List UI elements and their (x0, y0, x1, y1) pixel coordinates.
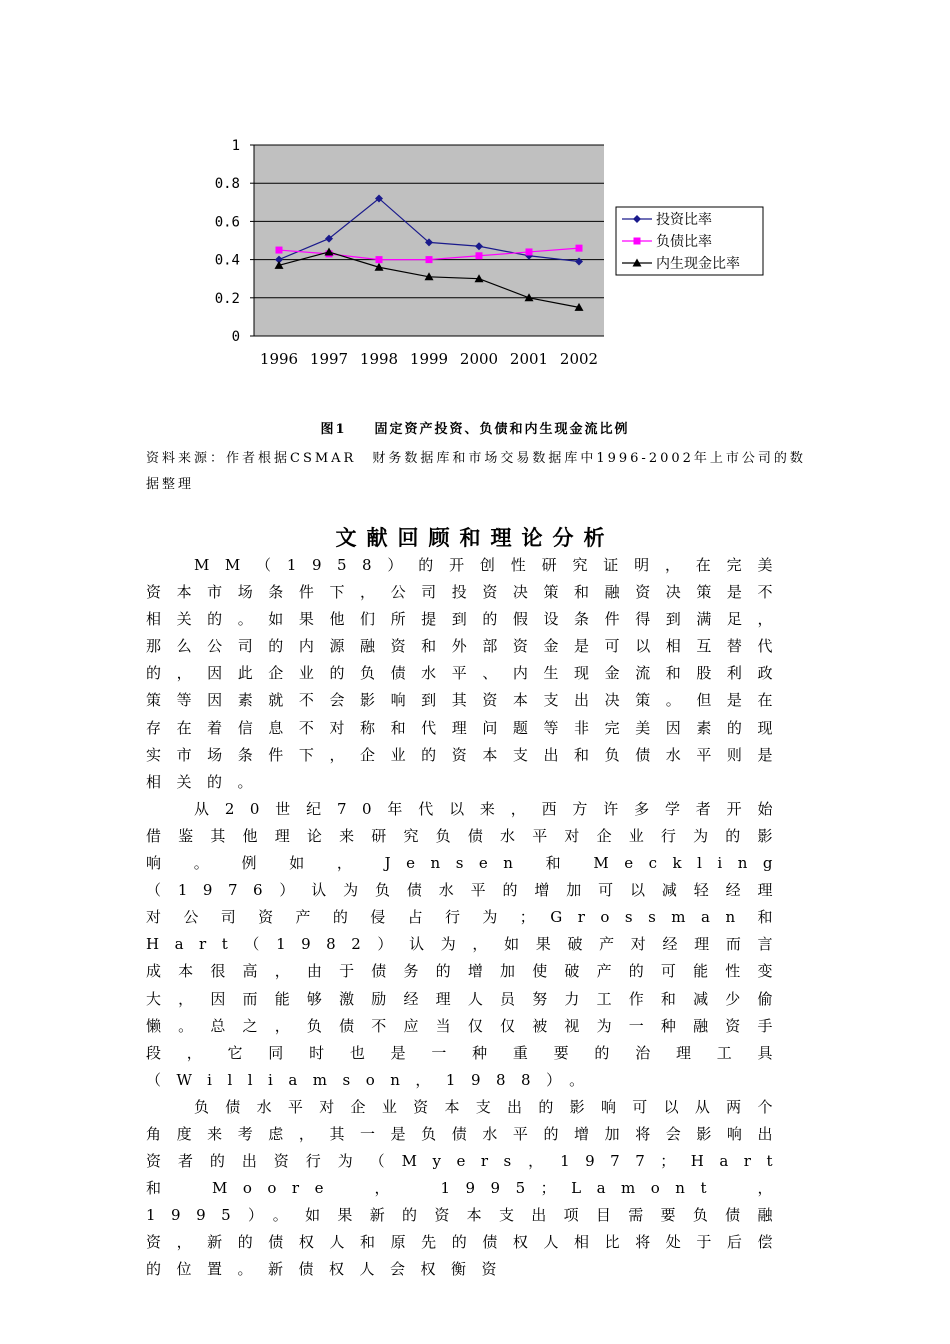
x-tick-label: 1998 (359, 350, 399, 368)
x-tick-label: 2000 (459, 350, 499, 368)
series-2-point (426, 256, 433, 263)
series-2-point (526, 248, 533, 255)
x-tick-label: 1997 (309, 350, 349, 368)
y-tick-label: 0.4 (214, 252, 240, 269)
series-2-point (376, 256, 383, 263)
y-tick-label: 1 (231, 138, 240, 154)
line-chart (200, 128, 800, 378)
figure-caption (0, 418, 950, 437)
x-tick-label: 2001 (509, 350, 549, 368)
legend-label: 投资比率 (656, 212, 712, 228)
figure-caption-text: 固定资产投资、负债和内生现金流比例 (374, 422, 630, 437)
y-tick-label: 0.8 (214, 176, 240, 193)
legend-swatch-marker (634, 238, 641, 245)
paragraph-1: MM（1958）的开创性研究证明，在完美资本市场条件下，公司投资决策和融资决策是不相关的。如果他们所提到的假设条件得到满足，那么公司的内源融资和外部资金是可以相互替代的，因此企业的负债水平、内生现金流和股利政策等因素就不会影响到其资本支出决策。但是在存在着信息不对称和代理问题等非完美因素的现实市场条件下，企业的资本支出和负债水平则是相关的。 (146, 556, 788, 791)
legend-label: 内生现金比率 (656, 256, 740, 272)
x-tick-label: 1996 (259, 350, 299, 368)
figure-number: 图1 (320, 422, 347, 437)
x-tick-label: 2002 (559, 350, 599, 368)
series-2-point (576, 245, 583, 252)
series-2-point (276, 247, 283, 254)
legend-label: 负债比率 (656, 234, 712, 250)
series-2-point (476, 252, 483, 259)
section-title: 文献回顾和理论分析 (335, 525, 615, 550)
paragraph-2: 从20世纪70年代以来，西方许多学者开始借鉴其他理论来研究负债水平对企业行为的影响。例如，Jensen和Meckling（1976）认为负债水平的增加可以减轻经理对公司资产的侵占行为；Grossman和Hart（1982）认为，如果破产对经理而言成本很高，由于债务的增加使破产的可能性变大，因而能够激励经理人员努力工作和减少偷懒。总之，负债不应当仅仅被视为一种融资手段，它同时也是一种重要的治理工具（Williamson，1988）。 (146, 799, 788, 1089)
y-tick-label: 0.6 (214, 214, 240, 231)
x-tick-label: 1999 (409, 350, 449, 368)
body-text (146, 552, 788, 1284)
y-tick-label: 0.2 (214, 290, 240, 307)
y-tick-label: 0 (231, 329, 240, 345)
figure-source-note: 资料来源：作者根据CSMAR 财务数据库和市场交易数据库中1996-2002年上市公司的数据整理 (146, 451, 806, 492)
paragraph-3: 负债水平对企业资本支出的影响可以从两个角度来考虑，其一是负债水平的增加将会影响出资者的出资行为（Myers，1977；Hart和Moore，1995；Lamont，1995）。如果新的资本支出项目需要负债融资，新的债权人和原先的债权人相比将处于后偿的位置。新债权人会权衡资 (146, 1097, 788, 1279)
